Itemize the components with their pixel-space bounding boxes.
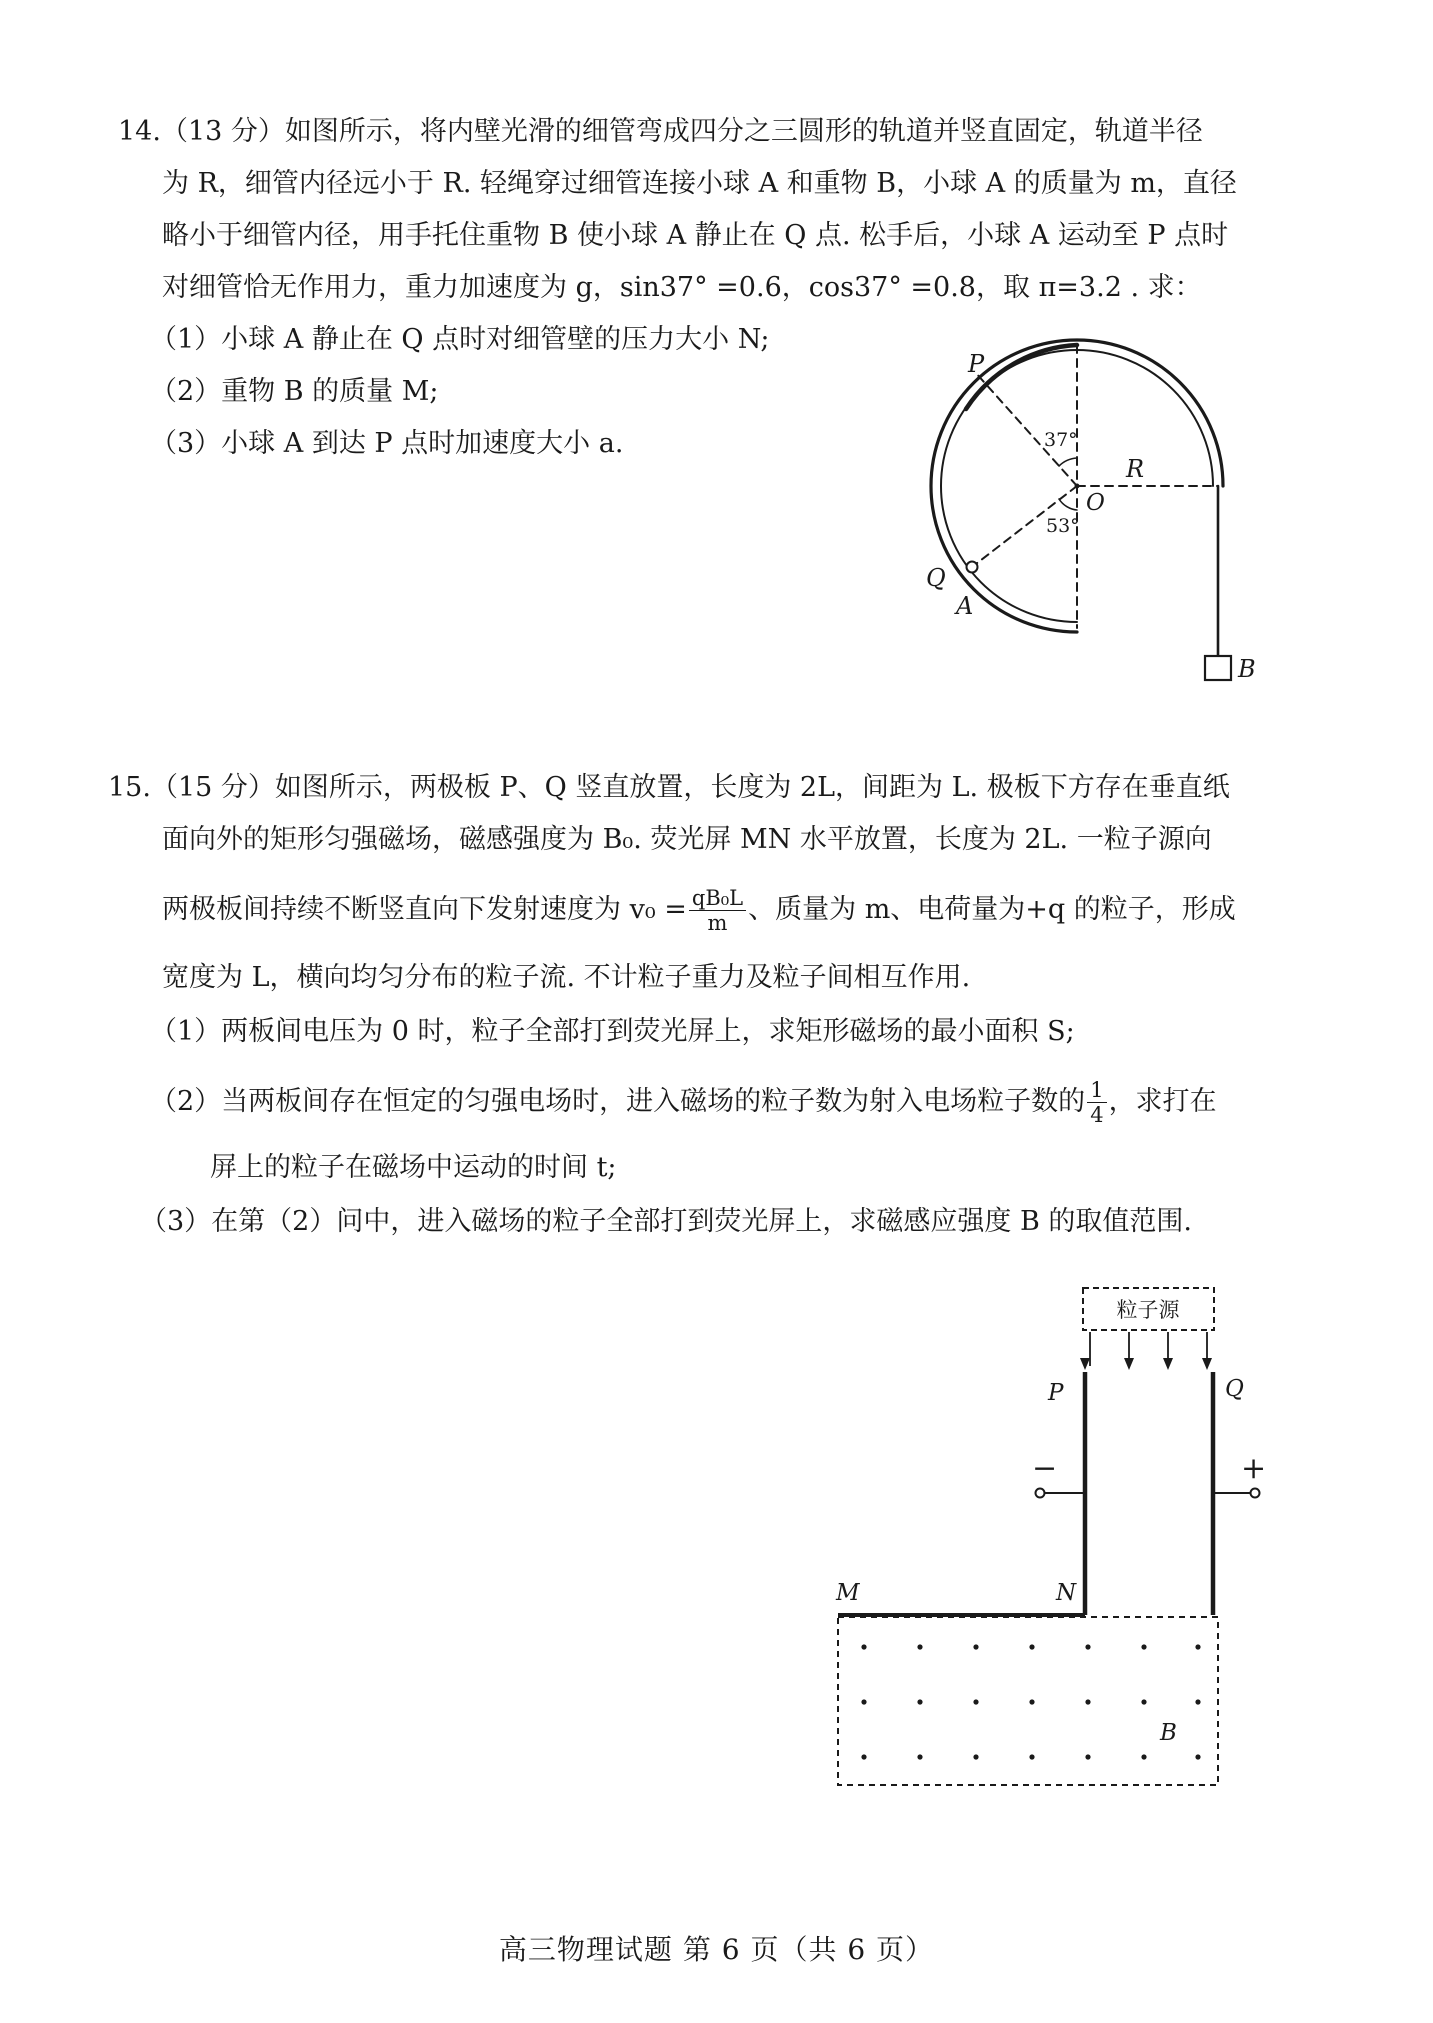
plus-sign: + — [1241, 1451, 1267, 1486]
angle-arc-37 — [1059, 458, 1077, 466]
screen-n-label: N — [1056, 1580, 1077, 1606]
v0-denominator: m — [707, 911, 728, 935]
q15-sub-2-before: （2）当两板间存在恒定的匀强电场时，进入磁场的粒子数为射入电场粒子数的 — [150, 1086, 1086, 1117]
label-q: Q — [926, 564, 946, 592]
label-a: A — [956, 592, 974, 620]
v0-numerator: qB₀L — [689, 886, 746, 911]
q15-sub-3: （3）在第（2）问中，进入磁场的粒子全部打到荧光屏上，求磁感应强度 B 的取值范围. — [140, 1206, 1192, 1237]
weight-b — [1205, 656, 1231, 680]
angle-arc-53 — [1059, 499, 1077, 510]
q14-line-3: 略小于细管内径，用手托住重物 B 使小球 A 静止在 Q 点. 松手后，小球 A 运动至 P 点时 — [162, 220, 1229, 251]
quarter-numerator: 1 — [1087, 1078, 1106, 1103]
label-r: R — [1126, 455, 1145, 483]
source-label: 粒子源 — [1116, 1298, 1180, 1322]
label-p: P — [968, 350, 985, 378]
q14-sub-2: （2）重物 B 的质量 M; — [150, 376, 439, 407]
q15-sub-2-line-2: 屏上的粒子在磁场中运动的时间 t; — [210, 1152, 617, 1183]
q15-line-2: 面向外的矩形匀强磁场，磁感强度为 B₀. 荧光屏 MN 水平放置，长度为 2L. 一粒子源向 — [162, 824, 1212, 855]
angle-label-53: 53° — [1046, 515, 1080, 537]
q14-line-1: 14.（13 分）如图所示，将内壁光滑的细管弯成四分之三圆形的轨道并竖直固定，轨道半径 — [118, 116, 1203, 147]
particle-arrows — [1090, 1332, 1207, 1366]
v0-fraction — [689, 886, 746, 935]
tube-outer-wall — [931, 340, 1223, 632]
field-b-label: B — [1160, 1720, 1177, 1746]
particle-source-box — [1083, 1288, 1214, 1330]
terminal-minus — [1036, 1489, 1045, 1498]
terminal-plus — [1251, 1489, 1260, 1498]
q15-sub-2-after: ，求打在 — [1108, 1086, 1217, 1117]
q15-line-4: 宽度为 L，横向均匀分布的粒子流. 不计粒子重力及粒子间相互作用. — [162, 962, 971, 993]
plate-p-label: P — [1048, 1380, 1064, 1406]
screen-m-label: M — [836, 1580, 860, 1606]
quarter-fraction — [1087, 1078, 1106, 1127]
page-footer: 高三物理试题 第 6 页（共 6 页） — [498, 1933, 935, 1966]
q15-line-3-before: 两极板间持续不断竖直向下发射速度为 v₀ = — [162, 894, 687, 925]
arrowheads — [1080, 1358, 1212, 1370]
tube-thick-segment — [966, 345, 1077, 409]
angle-label-37: 37° — [1044, 429, 1078, 451]
q15-sub-1: （1）两板间电压为 0 时，粒子全部打到荧光屏上，求矩形磁场的最小面积 S; — [150, 1016, 1075, 1047]
field-dots — [861, 1644, 1200, 1759]
q15-line-3-after: 、质量为 m、电荷量为+q 的粒子，形成 — [748, 894, 1236, 925]
plate-q-label: Q — [1225, 1376, 1244, 1402]
q14-line-2: 为 R，细管内径远小于 R. 轻绳穿过细管连接小球 A 和重物 B，小球 A 的质量为 m，直径 — [162, 168, 1237, 199]
oq-dashed-line — [972, 486, 1077, 567]
tube-inner-wall — [941, 350, 1213, 622]
q15-line-1: 15.（15 分）如图所示，两极板 P、Q 竖直放置，长度为 2L，间距为 L. 极板下方存在垂直纸 — [108, 772, 1230, 803]
minus-sign: − — [1032, 1451, 1058, 1486]
q14-sub-3: （3）小球 A 到达 P 点时加速度大小 a. — [150, 428, 624, 459]
label-b: B — [1238, 655, 1256, 683]
center-o-dot — [1075, 484, 1080, 489]
label-o: O — [1086, 490, 1105, 516]
ball-a — [967, 562, 978, 573]
magnetic-field-region — [838, 1617, 1218, 1785]
op-dashed-line — [975, 372, 1077, 486]
quarter-denominator: 4 — [1090, 1103, 1104, 1127]
q14-line-4: 对细管恰无作用力，重力加速度为 g，sin37° =0.6，cos37° =0.8，取 π=3.2 . 求： — [162, 272, 1202, 303]
q14-sub-1: （1）小球 A 静止在 Q 点时对细管壁的压力大小 N; — [150, 324, 770, 355]
q15-sub-2 — [150, 1078, 1217, 1127]
q15-line-3 — [162, 886, 1236, 935]
